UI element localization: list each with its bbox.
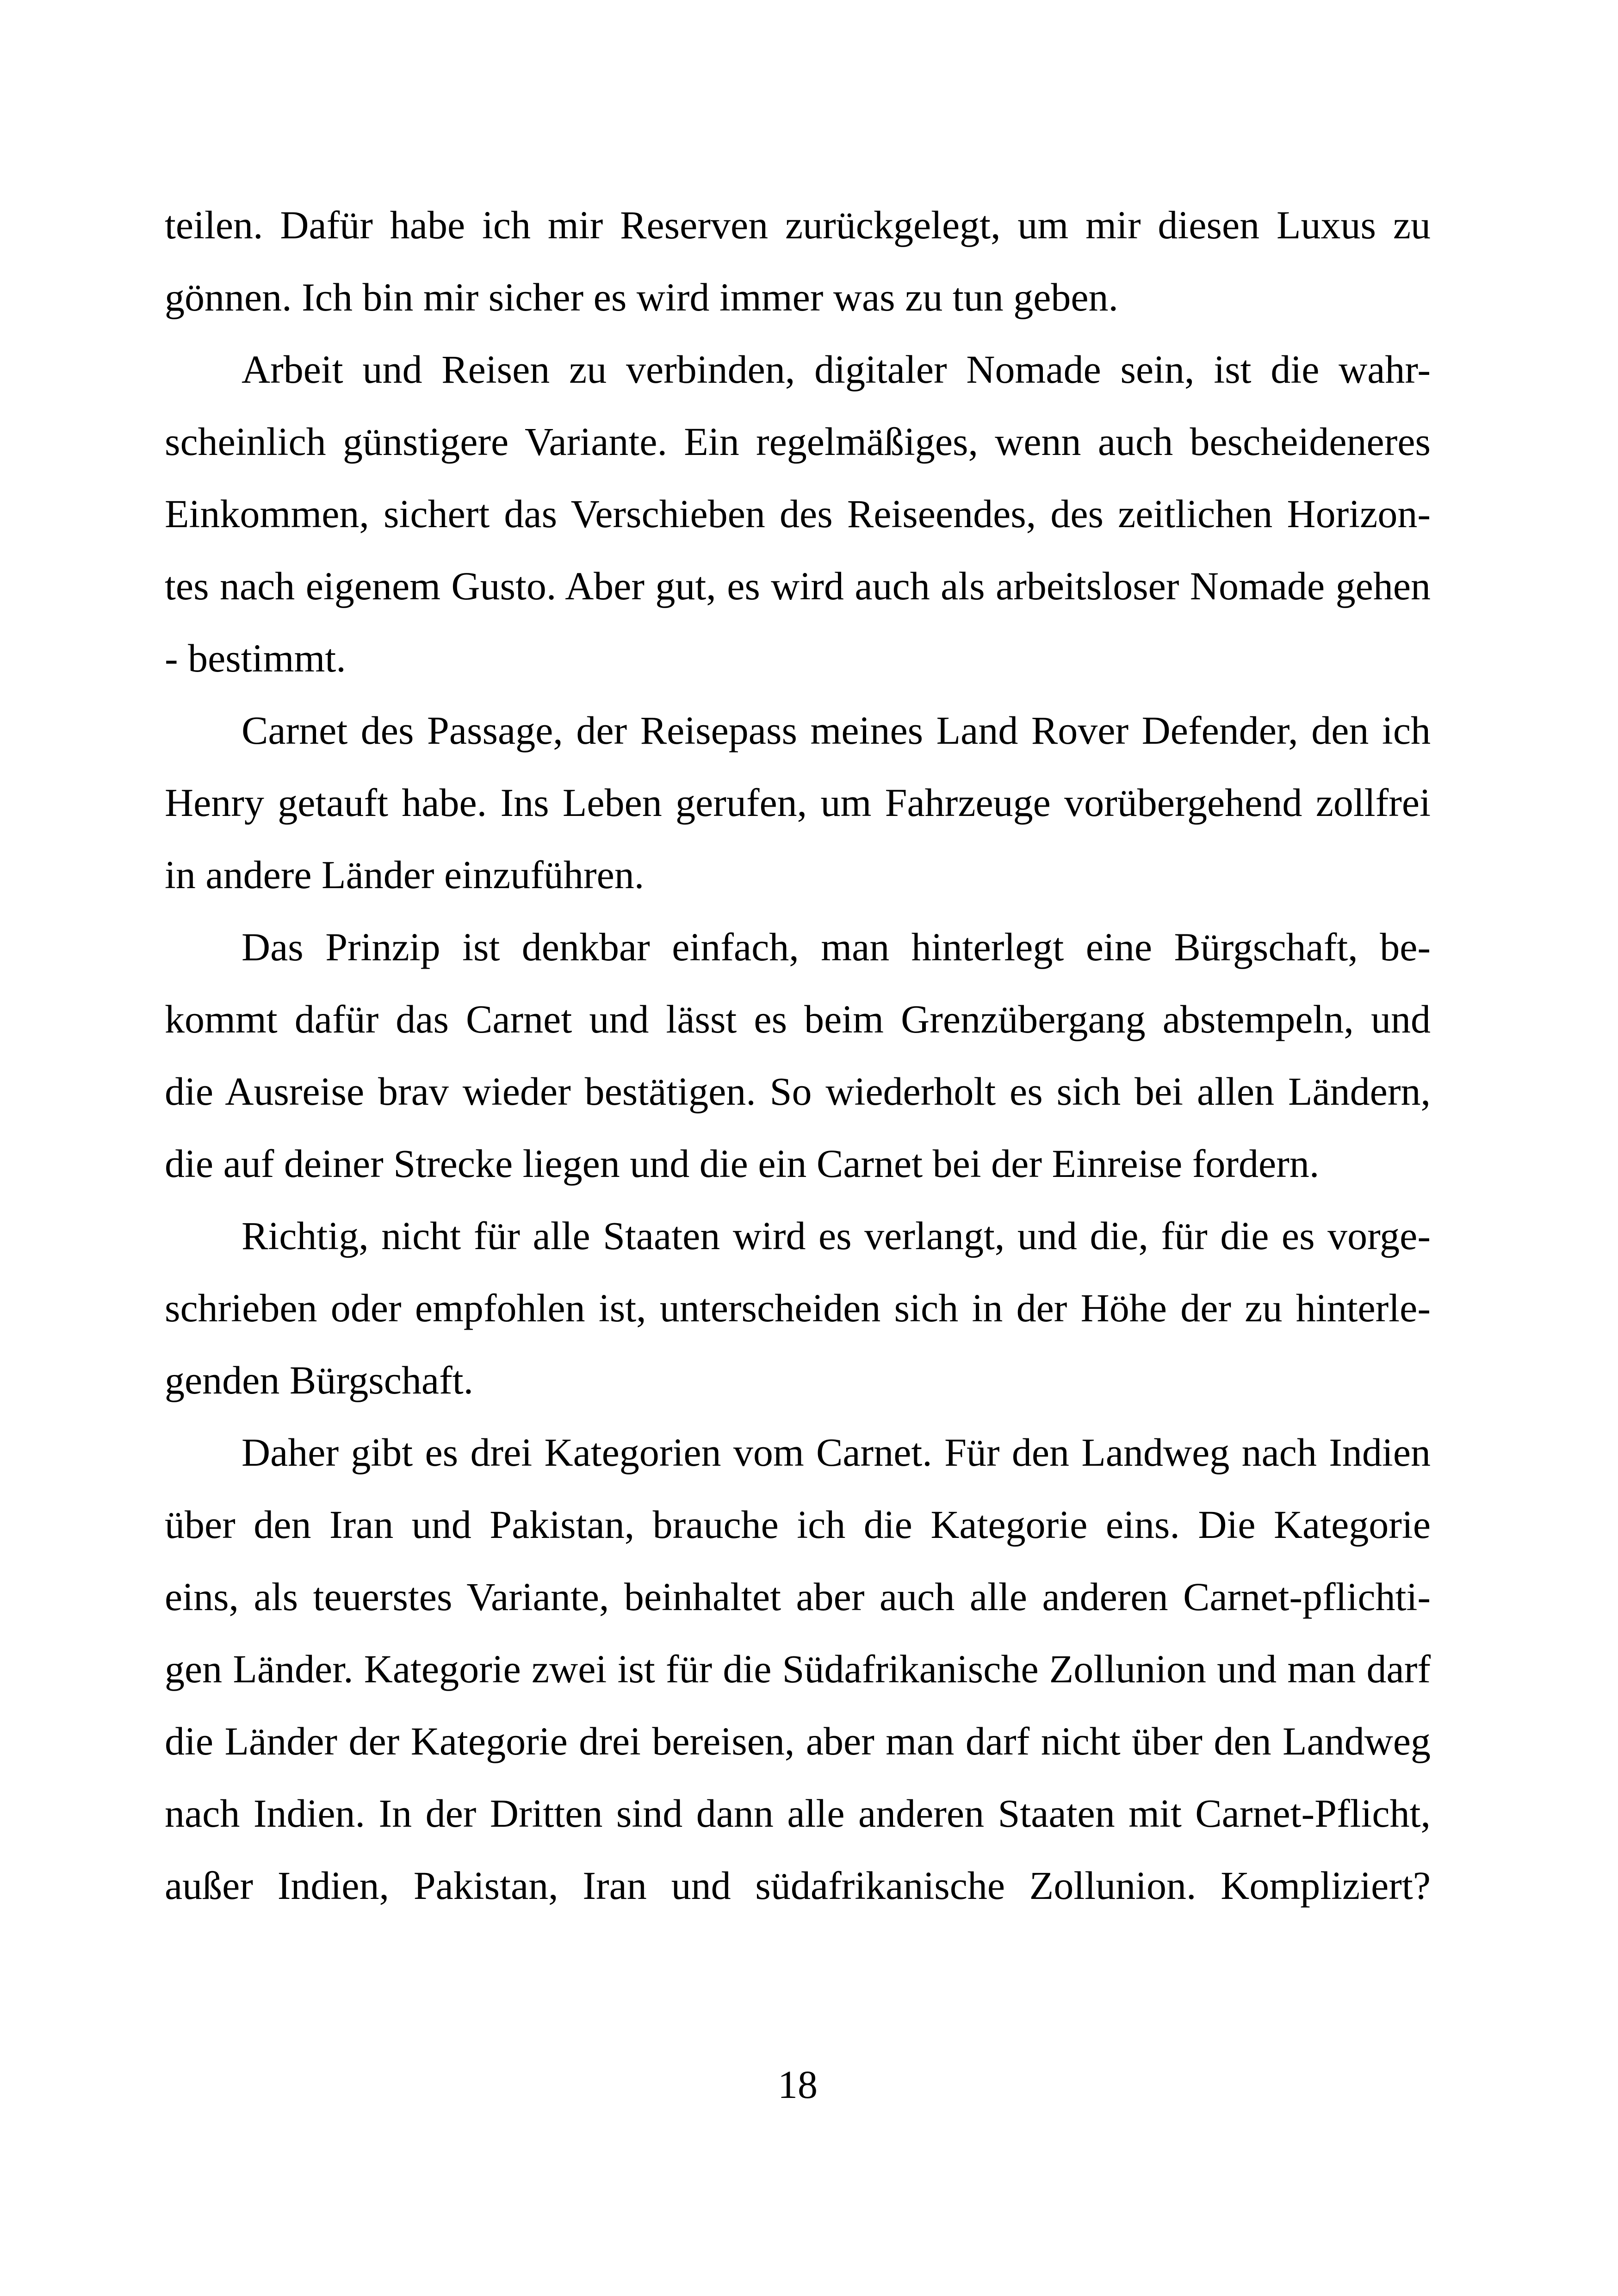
text-line: Daher gibt es drei Kategorien vom Carnet. Für den Landweg nach Indien	[242, 1430, 1431, 1475]
text-line: nach Indien. In der Dritten sind dann alle anderen Staaten mit Carnet-Pflicht,	[165, 1791, 1431, 1836]
page-number: 18	[778, 2062, 818, 2107]
text-line: schrieben oder empfohlen ist, unterscheiden sich in der Höhe der zu hinterle-	[165, 1286, 1431, 1330]
text-line: scheinlich günstigere Variante. Ein regelmäßiges, wenn auch bescheideneres	[165, 419, 1431, 464]
text-line: die Länder der Kategorie drei bereisen, aber man darf nicht über den Landweg	[165, 1719, 1431, 1763]
text-line: Carnet des Passage, der Reisepass meines Land Rover Defender, den ich	[242, 708, 1431, 753]
text-line: gönnen. Ich bin mir sicher es wird immer was zu tun geben.	[165, 275, 1119, 319]
text-line: Richtig, nicht für alle Staaten wird es verlangt, und die, für die es vorge-	[242, 1213, 1431, 1258]
text-line: genden Bürgschaft.	[165, 1358, 474, 1402]
text-line: außer Indien, Pakistan, Iran und südafrikanische Zollunion. Kompliziert?	[165, 1863, 1431, 1908]
text-line: gen Länder. Kategorie zwei ist für die Südafrikanische Zollunion und man darf	[165, 1647, 1431, 1691]
text-line: - bestimmt.	[165, 636, 346, 680]
text-line: die auf deiner Strecke liegen und die ein Carnet bei der Einreise fordern.	[165, 1141, 1320, 1186]
text-line: tes nach eigenem Gusto. Aber gut, es wird auch als arbeitsloser Nomade gehen	[165, 564, 1431, 608]
text-line: teilen. Dafür habe ich mir Reserven zurückgelegt, um mir diesen Luxus zu	[165, 203, 1431, 247]
text-line: Einkommen, sichert das Verschieben des Reiseendes, des zeitlichen Horizon-	[165, 492, 1431, 536]
text-line: eins, als teuerstes Variante, beinhaltet aber auch alle anderen Carnet-pflichti-	[165, 1574, 1431, 1619]
text-line: in andere Länder einzuführen.	[165, 852, 645, 897]
text-line: kommt dafür das Carnet und lässt es beim Grenzübergang abstempeln, und	[165, 997, 1431, 1041]
text-line: Das Prinzip ist denkbar einfach, man hinterlegt eine Bürgschaft, be-	[242, 925, 1431, 969]
text-block	[165, 189, 1431, 1922]
text-line: die Ausreise brav wieder bestätigen. So wiederholt es sich bei allen Ländern,	[165, 1069, 1431, 1114]
text-line: über den Iran und Pakistan, brauche ich die Kategorie eins. Die Kategorie	[165, 1502, 1431, 1547]
text-line: Arbeit und Reisen zu verbinden, digitaler Nomade sein, ist die wahr-	[242, 347, 1431, 392]
page-footer	[165, 2048, 1431, 2121]
text-line: Henry getauft habe. Ins Leben gerufen, um Fahrzeuge vorübergehend zollfrei	[165, 780, 1431, 825]
